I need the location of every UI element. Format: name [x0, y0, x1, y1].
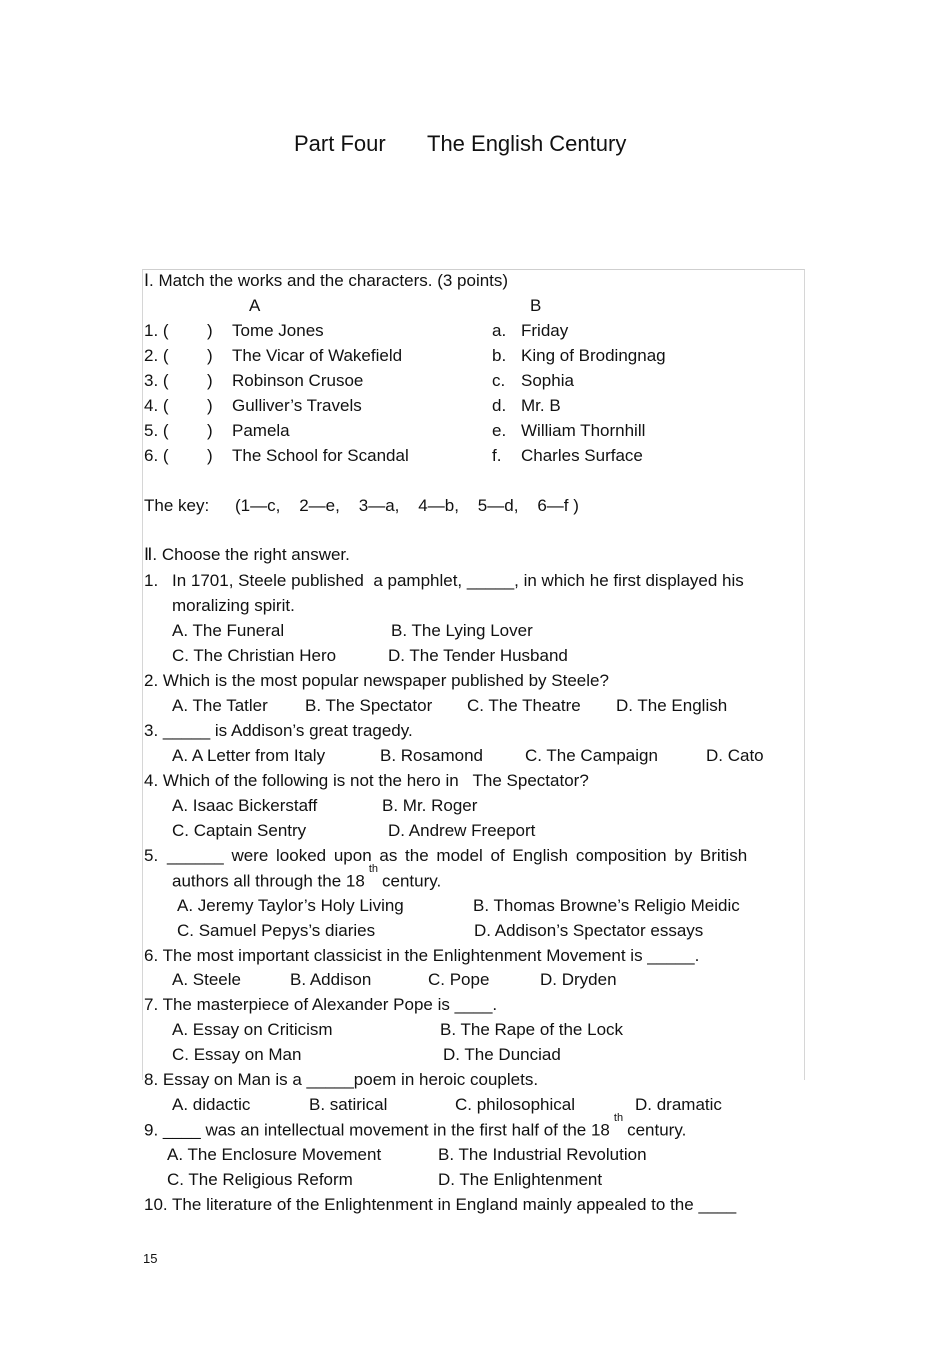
match-num: 1. (	[144, 321, 169, 340]
question-number: 5.	[144, 846, 159, 865]
match-work: Tome Jones	[232, 321, 324, 340]
option-b: B. The Lying Lover	[391, 621, 533, 640]
question-text: 8. Essay on Man is a _____poem in heroic couplets.	[144, 1070, 539, 1089]
option-a: A. The Tatler	[172, 696, 268, 715]
match-paren: )	[207, 421, 213, 440]
option-c: C. The Campaign	[525, 746, 658, 765]
option-c: C. The Christian Hero	[172, 646, 337, 665]
match-work: Gulliver’s Travels	[232, 396, 362, 415]
match-paren: )	[207, 321, 213, 340]
option-d: D. Dryden	[540, 970, 617, 989]
match-work: Pamela	[232, 421, 290, 440]
option-a: A. Essay on Criticism	[172, 1020, 333, 1039]
question-text: In 1701, Steele published a pamphlet, _____, in which he first displayed his	[172, 571, 744, 590]
match-paren: )	[207, 371, 213, 390]
option-b: B. The Spectator	[305, 696, 433, 715]
question-text: 2. Which is the most popular newspaper published by Steele?	[144, 671, 609, 690]
match-num: 3. (	[144, 371, 169, 390]
option-c: C. philosophical	[455, 1095, 576, 1114]
option-a: A. Steele	[172, 970, 241, 989]
match-paren: )	[207, 396, 213, 415]
match-character: King of Brodingnag	[521, 346, 666, 365]
option-a: A. The Enclosure Movement	[167, 1145, 382, 1164]
match-num: 5. (	[144, 421, 169, 440]
match-character: William Thornhill	[521, 421, 646, 440]
match-letter: c.	[492, 371, 506, 390]
option-c: C. The Religious Reform	[167, 1170, 353, 1189]
match-work: The School for Scandal	[232, 446, 409, 465]
match-letter: b.	[492, 346, 507, 365]
question-text: ______ were looked upon as the model of English composition by British	[167, 846, 748, 865]
match-paren: )	[207, 446, 213, 465]
section2-heading: Ⅱ. Choose the right answer.	[144, 545, 350, 564]
question-text: 6. The most important classicist in the Enlightenment Movement is _____.	[144, 946, 700, 965]
option-d: D. The Tender Husband	[388, 646, 568, 665]
match-character: Mr. B	[521, 396, 561, 415]
option-c: C. Samuel Pepys’s diaries	[177, 921, 376, 940]
option-d: D. Addison’s Spectator essays	[474, 921, 704, 940]
option-c: C. Captain Sentry	[172, 821, 307, 840]
column-a-label: A	[249, 296, 261, 315]
question-text	[144, 1112, 687, 1140]
match-character: Friday	[521, 321, 569, 340]
option-b: B. Mr. Roger	[382, 796, 478, 815]
option-b: B. The Industrial Revolution	[438, 1145, 647, 1164]
match-letter: d.	[492, 396, 507, 415]
match-character: Sophia	[521, 371, 574, 390]
option-d: D. The Dunciad	[443, 1045, 561, 1064]
question-text-cont: moralizing spirit.	[172, 596, 295, 615]
option-b: B. Rosamond	[380, 746, 483, 765]
match-num: 6. (	[144, 446, 169, 465]
option-c: C. Essay on Man	[172, 1045, 302, 1064]
question-text-part: authors all through the 18	[172, 871, 365, 891]
option-a: A. Isaac Bickerstaff	[172, 796, 318, 815]
question-text: 4. Which of the following is not the hero in The Spectator?	[144, 771, 589, 790]
match-work: The Vicar of Wakefield	[232, 346, 403, 365]
option-b: B. Addison	[290, 970, 372, 989]
question-text: 7. The masterpiece of Alexander Pope is ____.	[144, 995, 498, 1014]
option-d: D. The English	[616, 696, 728, 715]
answer-key: (1—c, 2—e, 3—a, 4—b, 5—d, 6—f )	[235, 496, 579, 515]
page-number: 15	[143, 1251, 158, 1266]
option-a: A. didactic	[172, 1095, 251, 1114]
question-text-part: 9. ____ was an intellectual movement in the first half of the 18	[144, 1120, 610, 1140]
option-b: B. satirical	[309, 1095, 388, 1114]
question-text-cont	[172, 863, 442, 891]
option-d: D. The Enlightenment	[438, 1170, 603, 1189]
option-d: D. dramatic	[635, 1095, 722, 1114]
column-b-label: B	[530, 296, 542, 315]
option-b: B. Thomas Browne’s Religio Meidic	[473, 896, 740, 915]
option-a: A. Jeremy Taylor’s Holy Living	[177, 896, 404, 915]
section1-heading: Ⅰ. Match the works and the characters. (3 points)	[144, 271, 509, 290]
answer-key-label: The key:	[144, 496, 210, 515]
option-c: C. The Theatre	[467, 696, 581, 715]
option-d: D. Cato	[706, 746, 764, 765]
match-letter: f.	[492, 446, 502, 465]
option-c: C. Pope	[428, 970, 490, 989]
match-character: Charles Surface	[521, 446, 643, 465]
option-d: D. Andrew Freeport	[388, 821, 536, 840]
question-text-part: century.	[382, 871, 442, 891]
match-letter: e.	[492, 421, 507, 440]
page-title: The English Century	[427, 131, 627, 156]
match-letter: a.	[492, 321, 507, 340]
option-a: A. A Letter from Italy	[172, 746, 326, 765]
part-label: Part Four	[294, 131, 386, 156]
match-num: 4. (	[144, 396, 169, 415]
question-text: 3. _____ is Addison’s great tragedy.	[144, 721, 413, 740]
match-paren: )	[207, 346, 213, 365]
question-number: 1.	[144, 571, 159, 590]
superscript-th: th	[613, 1112, 624, 1124]
option-b: B. The Rape of the Lock	[440, 1020, 624, 1039]
match-work: Robinson Crusoe	[232, 371, 364, 390]
question-text-part: century.	[627, 1120, 687, 1140]
question-text: 10. The literature of the Enlightenment in England mainly appealed to the ____	[144, 1195, 737, 1214]
superscript-th: th	[368, 863, 378, 875]
option-a: A. The Funeral	[172, 621, 285, 640]
match-num: 2. (	[144, 346, 169, 365]
